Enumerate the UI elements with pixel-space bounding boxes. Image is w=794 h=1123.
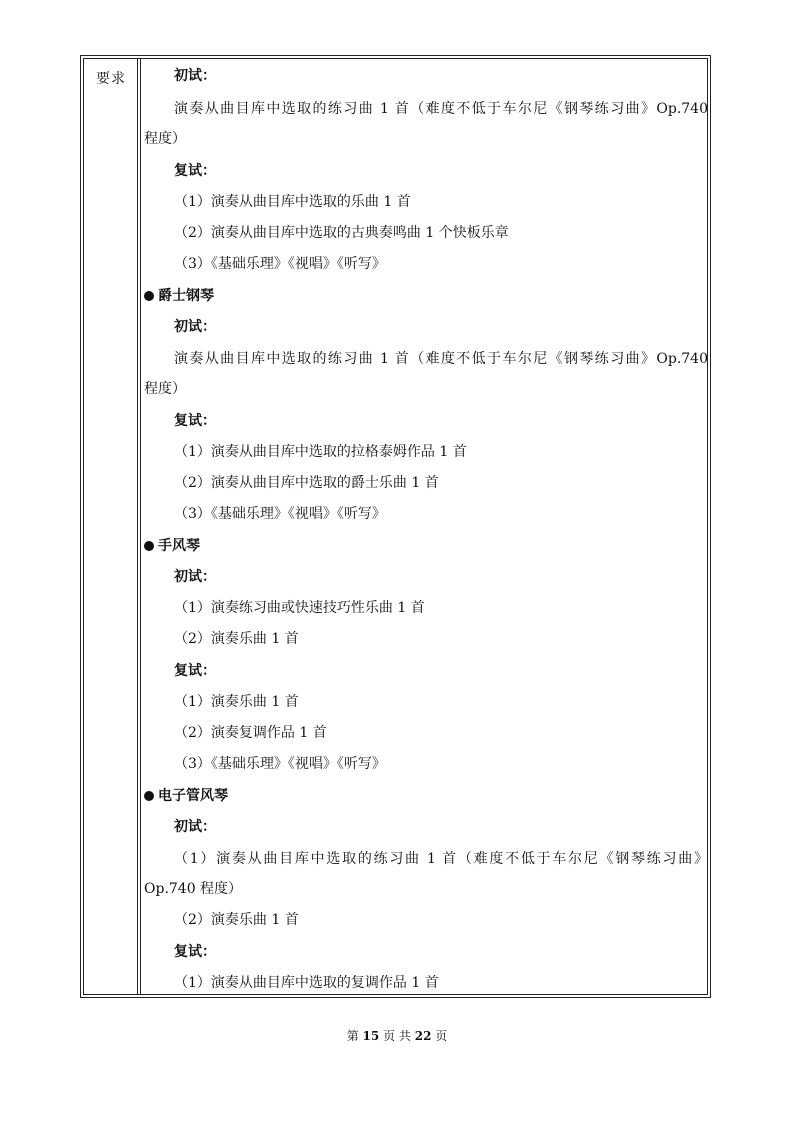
bullet-icon	[144, 291, 154, 301]
section-heading: 初试：	[174, 68, 216, 84]
footer-middle: 页 共	[383, 1029, 411, 1043]
instrument-title: 爵士钢琴	[158, 288, 214, 304]
section-heading: 初试：	[174, 569, 216, 585]
list-item: （2）演奏从曲目库中选取的爵士乐曲 1 首	[174, 475, 439, 491]
list-item: （3）《基础乐理》《视唱》《听写》	[174, 506, 386, 522]
list-item: （1）演奏乐曲 1 首	[174, 694, 299, 710]
section-heading: 初试：	[174, 819, 216, 835]
instrument-heading	[144, 536, 200, 556]
requirements-label: 要求	[96, 71, 126, 87]
current-page-number: 15	[362, 1029, 380, 1043]
section-heading: 复试：	[174, 163, 216, 179]
instrument-title: 电子管风琴	[158, 788, 228, 804]
list-item: （1）演奏练习曲或快速技巧性乐曲 1 首	[174, 600, 425, 616]
list-item: （2）演奏乐曲 1 首	[174, 631, 299, 647]
section-heading: 初试：	[174, 319, 216, 335]
text-line: Op.740 程度）	[144, 881, 243, 897]
section-heading: 复试：	[174, 663, 216, 679]
list-item: （1）演奏从曲目库中选取的复调作品 1 首	[174, 975, 439, 991]
total-page-number: 22	[414, 1029, 432, 1043]
page-footer	[0, 1027, 794, 1044]
list-item: （3）《基础乐理》《视唱》《听写》	[174, 256, 386, 272]
footer-suffix: 页	[435, 1029, 448, 1043]
instrument-title: 手风琴	[158, 538, 200, 554]
footer-prefix: 第	[346, 1029, 359, 1043]
section-heading: 复试：	[174, 944, 216, 960]
list-item: （1）演奏从曲目库中选取的乐曲 1 首	[174, 194, 411, 210]
list-item: （3）《基础乐理》《视唱》《听写》	[174, 756, 386, 772]
instrument-heading	[144, 786, 228, 806]
list-item: （2）演奏从曲目库中选取的古典奏鸣曲 1 个快板乐章	[174, 225, 509, 241]
bullet-icon	[144, 541, 154, 551]
text-line: 程度）	[144, 131, 186, 147]
list-item: （1）演奏从曲目库中选取的练习曲 1 首（难度不低于车尔尼《钢琴练习曲》	[174, 851, 708, 867]
text-line: 程度）	[144, 381, 186, 397]
instrument-heading	[144, 286, 214, 306]
list-item: （2）演奏乐曲 1 首	[174, 912, 299, 928]
bullet-icon	[144, 791, 154, 801]
list-item: （1）演奏从曲目库中选取的拉格泰姆作品 1 首	[174, 444, 467, 460]
list-item: （2）演奏复调作品 1 首	[174, 725, 327, 741]
column-divider	[137, 58, 138, 995]
text-line: 演奏从曲目库中选取的练习曲 1 首（难度不低于车尔尼《钢琴练习曲》Op.740	[174, 101, 708, 117]
text-line: 演奏从曲目库中选取的练习曲 1 首（难度不低于车尔尼《钢琴练习曲》Op.740	[174, 351, 708, 367]
section-heading: 复试：	[174, 413, 216, 429]
column-divider	[140, 58, 141, 995]
